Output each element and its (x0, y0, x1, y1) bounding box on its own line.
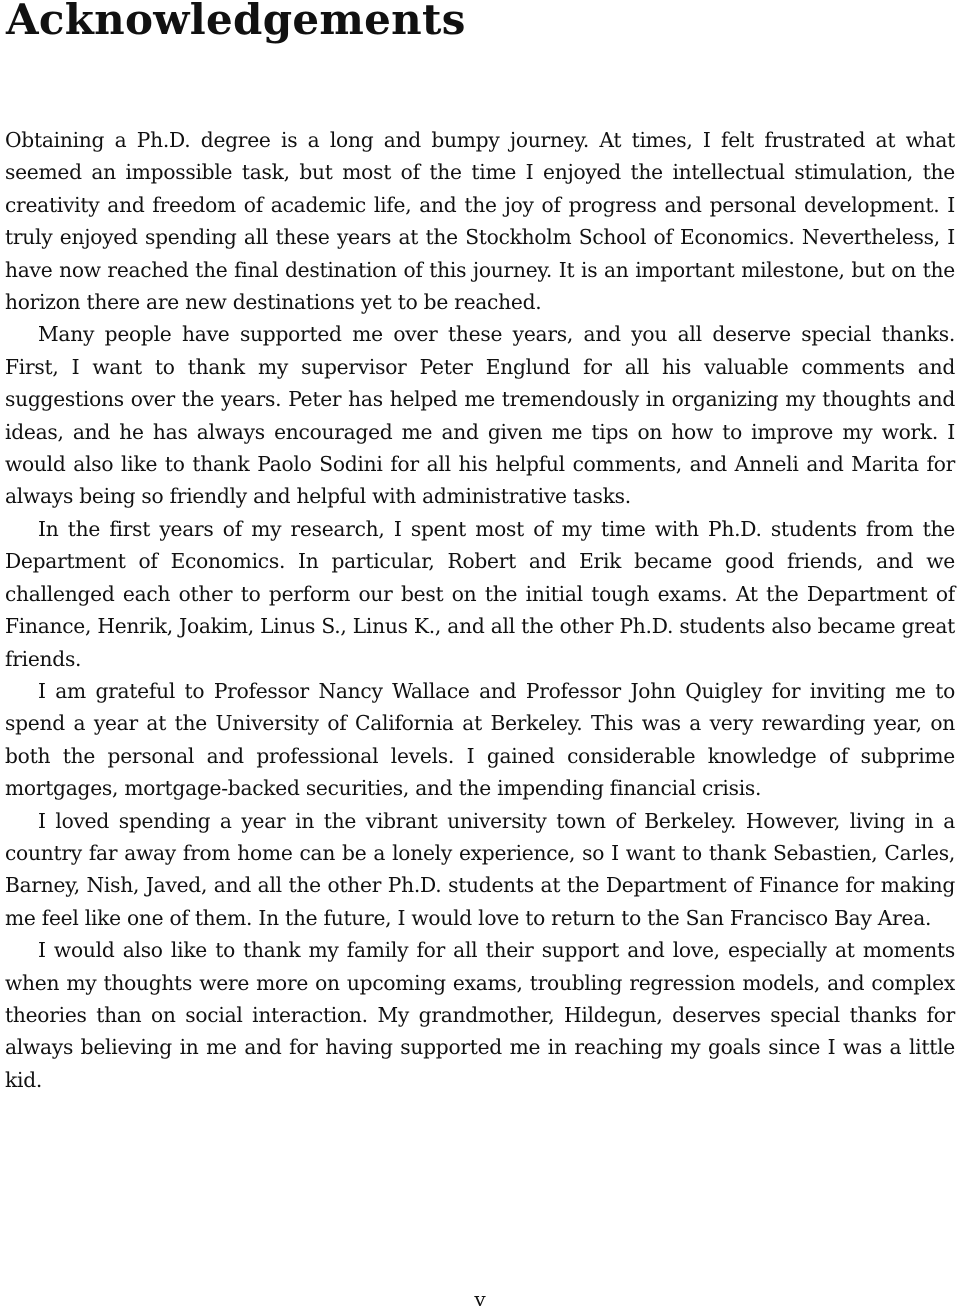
paragraph-supervisors: Many people have supported me over these years, and you all deserve special thanks. First, I want to thank my supervisor Peter Englund for all his valuable comments and suggestions over the years. Peter has helped me tremendously in organizing my thoughts and ideas, and he has always encouraged me and given me tips on how to improve my work. I would also like to thank Paolo Sodini for all his helpful comments, and Anneli and Marita for always being so friendly and helpful with administrative tasks. (5, 322, 955, 509)
paragraph-family: I would also like to thank my family for all their support and love, especially at moments when my thoughts were more on upcoming exams, troubling regression models, and complex theories than on social interaction. My grandmother, Hildegun, deserves special thanks for always believing in me and for having supported me in reaching my goals since I was a little kid. (5, 938, 955, 1092)
page-title: Acknowledgements (6, 0, 466, 44)
acknowledgements-body (5, 124, 955, 1096)
paragraph-fellow-students: In the first years of my research, I spent most of my time with Ph.D. students from the Department of Economics. In particular, Robert and Erik became good friends, and we challenged each other to perform our best on the initial tough exams. At the Department of Finance, Henrik, Joakim, Linus S., Linus K., and all the other Ph.D. students also became great friends. (5, 516, 955, 671)
paragraph-berkeley-professors: I am grateful to Professor Nancy Wallace and Professor John Quigley for inviting me to spend a year at the University of California at Berkeley. This was a very rewarding year, on both the personal and professional levels. I gained considerable knowledge of subprime mortgages, mortgage-backed securities, and the impending financial crisis. (5, 678, 955, 801)
paragraph-berkeley-friends: I loved spending a year in the vibrant university town of Berkeley. However, living in a country far away from home can be a lonely experience, so I want to thank Sebastien, Carles, Barney, Nish, Javed, and all the other Ph.D. students at the Department of Finance for making me feel like one of them. In the future, I would love to return to the San Francisco Bay Area. (5, 808, 955, 930)
page-number: v (474, 1287, 486, 1311)
paragraph-intro: Obtaining a Ph.D. degree is a long and bumpy journey. At times, I felt frustrated at what seemed an impossible task, but most of the time I enjoyed the intellectual stimulation, the creativity and freedom of academic life, and the joy of progress and personal development. I truly enjoyed spending all these years at the Stockholm School of Economics. Nevertheless, I have now reached the final destination of this journey. It is an important milestone, but on the horizon there are new destinations yet to be reached. (5, 128, 955, 315)
